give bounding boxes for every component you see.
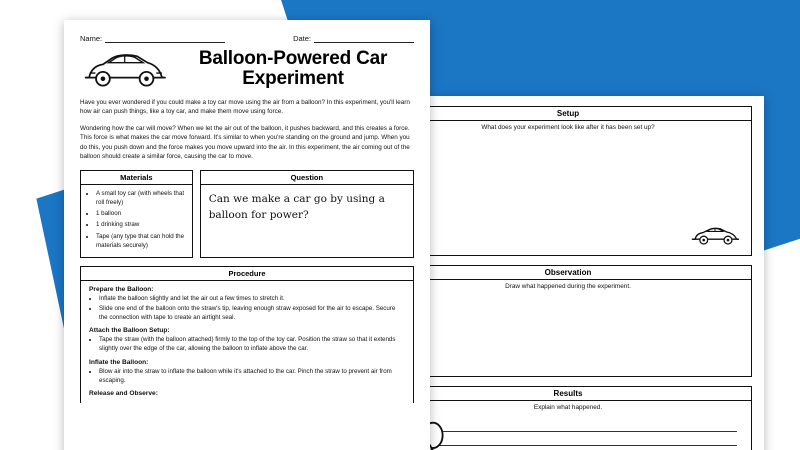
results-prompt: Explain what happened. [533,404,603,411]
question-text: Can we make a car go by using a balloon for power? [208,192,385,221]
materials-list [87,189,186,251]
question-panel [200,170,414,259]
name-field[interactable] [80,34,225,43]
observation-section [384,265,752,377]
observation-prompt: Draw what happened during the experiment. [505,283,631,290]
setup-section [384,106,752,256]
name-input-line[interactable] [105,34,225,43]
name-label: Name: [80,34,103,43]
question-body [201,185,413,231]
list-item: • Slide one end of the balloon onto the straw's tip, leaving enough straw exposed for the air to escape. Secure the connection with tape to create an airtight seal. [99,304,405,323]
setup-prompt: What does your experiment look like after it has been set up? [481,124,655,131]
date-field[interactable] [293,34,414,43]
procedure-step-list [89,367,405,386]
list-item: • Tape (any type that can hold the materials securely) [96,232,186,251]
materials-panel [80,170,193,259]
materials-question-row [80,170,414,259]
setup-heading: Setup [385,107,751,121]
name-date-row [80,34,414,43]
question-heading: Question [201,171,413,185]
procedure-step-title: Inflate the Balloon: [89,358,149,366]
page-title: Balloon-Powered Car Experiment [198,48,388,89]
procedure-step-title: Attach the Balloon Setup: [89,327,170,335]
procedure-panel [80,266,414,403]
title-row [80,47,414,91]
list-item: • Inflate the balloon slightly and let the air out a few times to stretch it. [99,294,405,303]
results-section [384,386,752,450]
list-item: • 1 drinking straw [96,220,186,230]
observation-heading: Observation [385,266,751,280]
intro-paragraph-2: Wondering how the car will move? When we let the air out of the balloon, it pushes backward, and this creates a force. This force is what makes the car move forward. It's similar to when you're standing on the ground and jump. When you do this, you push down and the force makes you move upward into the air. In this experiment, the air coming out of the balloon should create a similar force, causing the car to move. [80,124,410,161]
procedure-step-title: Release and Observe: [89,390,158,398]
car-illustration-icon [80,47,166,91]
list-item: • A small toy car (with wheels that roll freely) [96,189,186,208]
list-item: • Blow air into the straw to inflate the balloon while it's attached to the car. Pinch the straw to prevent air from escaping. [99,367,405,386]
procedure-step-list [89,294,405,322]
list-item: • Tape the straw (with the balloon attached) firmly to the top of the toy car. Position the straw so that it extends slightly over the edge of the car, allowing the balloon to inflate above the car. [99,335,405,354]
procedure-step-title: Prepare the Balloon: [89,286,154,294]
worksheet-page-2 [372,96,764,450]
procedure-body [81,281,413,403]
list-item: • 1 balloon [96,209,186,219]
materials-body [81,185,192,258]
date-input-line[interactable] [314,34,414,43]
procedure-step-list [89,335,405,354]
procedure-heading: Procedure [81,267,413,281]
materials-heading: Materials [81,171,192,185]
worksheet-page-1 [64,20,430,450]
results-heading: Results [385,387,751,401]
car-icon [689,221,741,247]
date-label: Date: [293,34,311,43]
intro-paragraph-1: Have you ever wondered if you could make a toy car move using the air from a balloon? In this experiment, you'll learn how air can push things, like a toy car, and make them move using force. [80,99,410,116]
